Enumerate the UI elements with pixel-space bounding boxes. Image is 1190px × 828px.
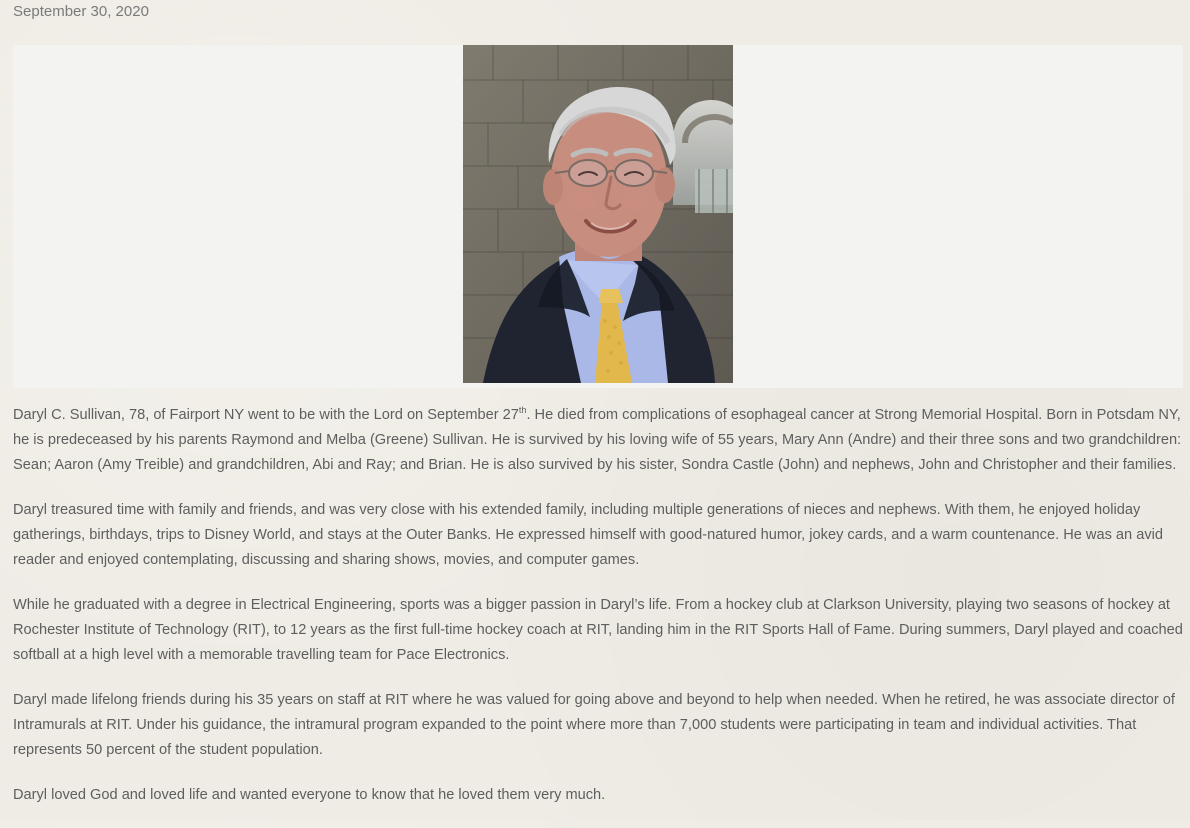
obituary-paragraph-1 (13, 403, 1183, 478)
obituary-paragraph-2: Daryl treasured time with family and friends, and was very close with his extended family, including multiple generations of nieces and nephews. With them, he enjoyed holiday gatherings, birthdays, trips to Disney World, and stays at the Outer Banks. He expressed himself with good-natured humor, jokey cards, and a warm countenance. He was an avid reader and enjoyed contemplating, discussing and sharing shows, movies, and computer games. (13, 502, 1163, 568)
obituary-paragraph-4: Daryl made lifelong friends during his 35 years on staff at RIT where he was valued for going above and beyond to help when needed. When he retired, he was associate director of Intramurals at RIT. Under his guidance, the intramural program expanded to the point where more than 7,000 students were participating in team and individual activities. That represents 50 percent of the student population. (13, 692, 1175, 758)
obituary-paragraph-5: Daryl loved God and loved life and wanted everyone to know that he loved them very much. (13, 787, 606, 803)
photo-container (13, 45, 1183, 388)
post-date: September 30, 2020 (13, 3, 149, 20)
obituary-body (13, 403, 1183, 828)
portrait-image (463, 45, 733, 383)
obituary-paragraph-3: While he graduated with a degree in Electrical Engineering, sports was a bigger passion in Daryl’s life. From a hockey club at Clarkson University, playing two seasons of hockey at Rochester Institute of Technology (RIT), to 12 years as the first full-time hockey coach at RIT, landing him in the RIT Sports Hall of Fame. During summers, Daryl played and coached softball at a high level with a memorable travelling team for Pace Electronics. (13, 597, 1183, 663)
paragraph-1-part-2: . He died from complications of esophageal cancer at Strong Memorial Hospital. Born in Potsdam NY, he is predeceased by his parents Raymond and Melba (Greene) Sullivan. He is survived by his loving wife of 55 years, Mary Ann (Andre) and their three sons and two grandchildren: Sean; Aaron (Amy Treible) and grandchildren, Abi and Ray; and Brian. He is also survived by his sister, Sondra Castle (John) and nephews, John and Christopher and their families. (13, 407, 1182, 473)
paragraph-1-part-1: Daryl C. Sullivan, 78, of Fairport NY went to be with the Lord on September 27 (13, 407, 519, 423)
ordinal-suffix: th (518, 405, 527, 416)
portrait-photo (463, 45, 733, 383)
